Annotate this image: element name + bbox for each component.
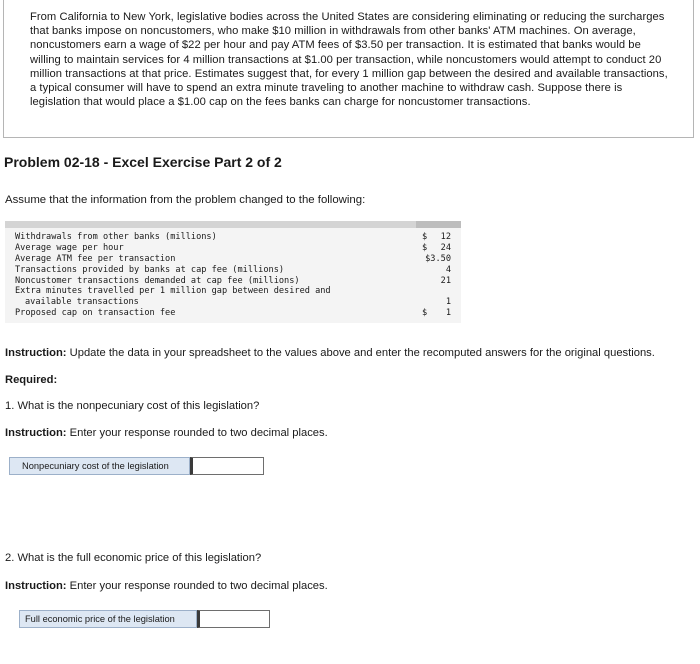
instruction-prefix: Instruction:	[5, 347, 67, 359]
data-table-header-band	[5, 221, 461, 228]
instruction-prefix: Instruction:	[5, 580, 67, 592]
answer-row-nonpecuniary-cost	[9, 457, 264, 475]
table-row	[15, 308, 455, 319]
row-label: Noncustomer transactions demanded at cap fee (millions)	[15, 275, 300, 286]
table-row	[15, 286, 455, 297]
required-heading: Required:	[5, 374, 58, 386]
question-2-instruction	[5, 580, 328, 592]
answer-row-full-economic-price	[19, 610, 270, 628]
question-2: 2. What is the full economic price of this legislation?	[5, 552, 262, 564]
row-value: 4	[445, 264, 451, 275]
row-currency: $	[422, 308, 428, 319]
data-table	[15, 232, 455, 319]
table-row	[15, 254, 455, 265]
row-label: Extra minutes travelled per 1 million gap between desired and	[15, 286, 331, 297]
table-row	[15, 276, 455, 287]
assume-text: Assume that the information from the problem changed to the following:	[5, 194, 366, 206]
full-economic-price-label: Full economic price of the legislation	[19, 610, 197, 628]
nonpecuniary-cost-label: Nonpecuniary cost of the legislation	[9, 457, 190, 475]
table-row	[15, 243, 455, 254]
row-value: 24	[440, 242, 451, 253]
instruction-body: Enter your response rounded to two decimal places.	[66, 427, 328, 439]
row-label: Transactions provided by banks at cap fee (millions)	[15, 264, 285, 275]
question-1-instruction	[5, 427, 328, 439]
row-label: Withdrawals from other banks (millions)	[15, 232, 217, 242]
row-value: 1	[445, 308, 451, 319]
row-value: 1	[445, 297, 451, 308]
row-label: Average ATM fee per transaction	[15, 253, 176, 264]
row-currency: $	[422, 232, 428, 242]
question-1: 1. What is the nonpecuniary cost of this legislation?	[5, 400, 260, 412]
instruction-body: Enter your response rounded to two decimal places.	[66, 580, 328, 592]
intro-text: From California to New York, legislative bodies across the United States are considering eliminating or reducing the surcharges that banks impose on noncustomers, who make $10 million in withdrawals from other banks' ATM machines. On average, noncustomers earn a wage of $22 per hour and pay ATM fees of $3.50 per transaction. It is estimated that banks would be willing to maintain services for 4 million transactions at $1.00 per transaction, while noncustomers would attempt to conduct 20 million transactions at that price. Estimates suggest that, for every 1 million gap between the desired and available transactions, a typical consumer will have to spend an extra minute traveling to another machine to withdraw cash. Suppose there is legislation that would place a $1.00 cap on the fees banks can charge for noncustomer transactions.	[30, 11, 668, 109]
problem-title: Problem 02-18 - Excel Exercise Part 2 of 2	[4, 154, 282, 170]
row-label: Proposed cap on transaction fee	[15, 308, 176, 319]
row-value: 21	[440, 275, 451, 286]
instruction-text	[5, 347, 695, 359]
row-value: 12	[440, 232, 451, 242]
row-currency: $	[422, 242, 428, 253]
row-label: available transactions	[25, 297, 139, 308]
data-table-header-band-value	[416, 221, 461, 228]
nonpecuniary-cost-input[interactable]	[190, 457, 264, 475]
row-value: $3.50	[425, 253, 451, 264]
full-economic-price-input[interactable]	[197, 610, 270, 628]
table-row	[15, 232, 455, 243]
instruction-prefix: Instruction:	[5, 427, 67, 439]
table-row	[15, 297, 455, 308]
instruction-body: Update the data in your spreadsheet to the values above and enter the recomputed answers for the original questions.	[66, 347, 655, 359]
table-row	[15, 265, 455, 276]
row-label: Average wage per hour	[15, 242, 124, 253]
